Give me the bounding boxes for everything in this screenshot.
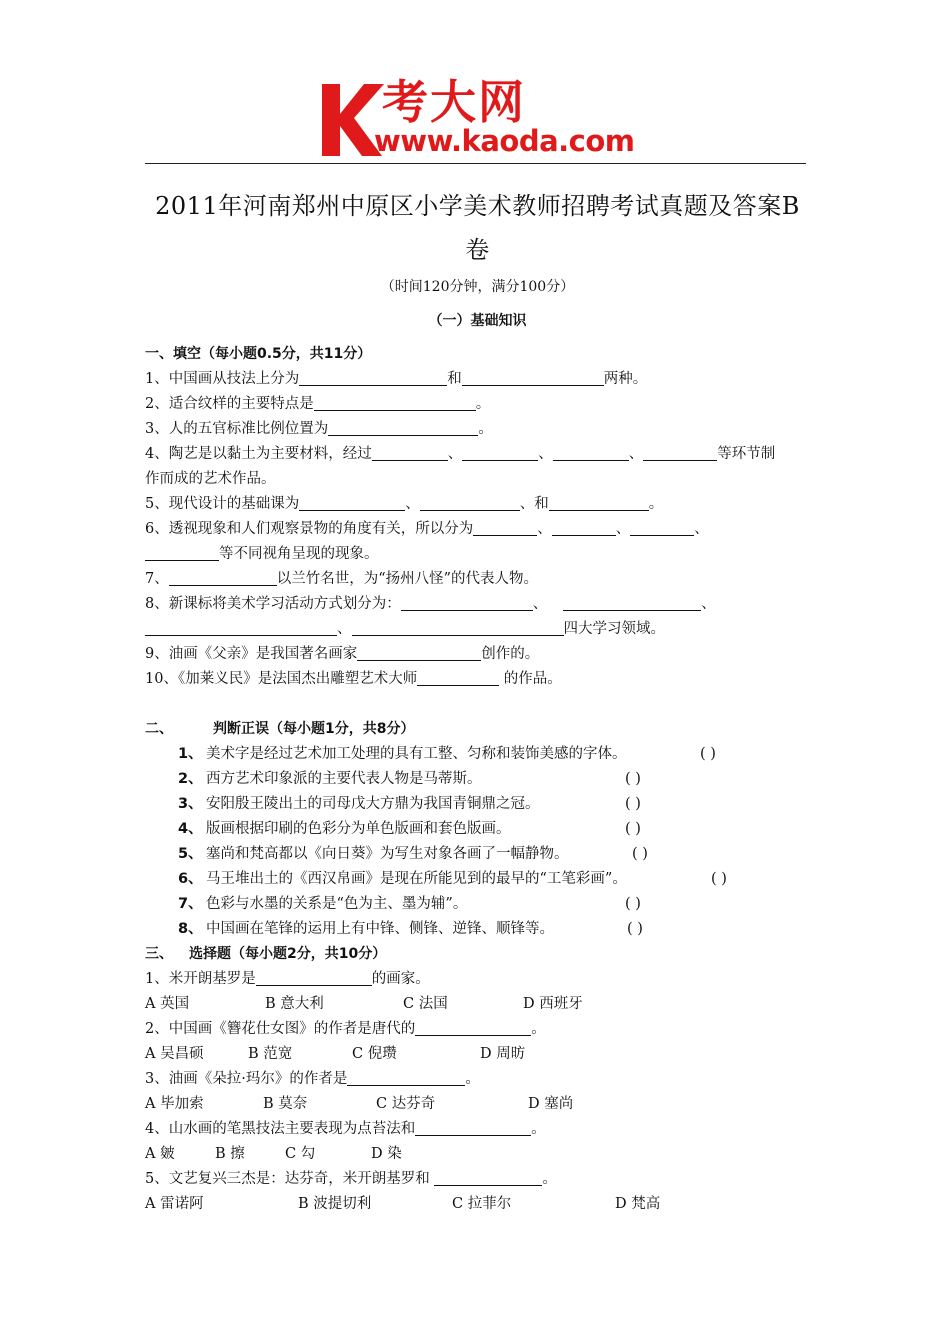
question-1-7: 7、 以兰竹名世，为“扬州八怪”的代表人物。 xyxy=(145,571,539,587)
logo-brand-text: 考大网 xyxy=(382,75,526,129)
logo-url-text: www.kaoda.com xyxy=(374,124,635,158)
answer-paren[interactable]: ( ) xyxy=(711,871,727,887)
judge-item-4: 4、 版画根据印刷的色彩分为单色版画和套色版画。 ( ) xyxy=(145,817,807,842)
option-d[interactable]: D 梵高 xyxy=(615,1196,661,1212)
judge-item-7: 7、 色彩与水墨的关系是“色为主、墨为辅”。 ( ) xyxy=(145,892,807,917)
answer-paren[interactable]: ( ) xyxy=(625,796,641,812)
answer-paren[interactable]: ( ) xyxy=(700,746,716,762)
answer-paren[interactable]: ( ) xyxy=(627,921,643,937)
answer-paren[interactable]: ( ) xyxy=(632,846,648,862)
answer-blank[interactable] xyxy=(256,969,372,986)
page-title: 2011年河南郑州中原区小学美术教师招聘考试真题及答案B 卷 xyxy=(155,192,800,264)
option-a[interactable]: A 英国 xyxy=(145,996,190,1012)
answer-paren[interactable]: ( ) xyxy=(625,896,641,912)
question-1-5: 5、现代设计的基础课为 、 、和 。 xyxy=(145,496,664,512)
answer-blank[interactable] xyxy=(401,594,533,611)
question-1-8: 8、新课标将美术学习活动方式划分为： 、 、 xyxy=(145,596,716,612)
choice-question-5: 5、文艺复兴三杰是：达芬奇，米开朗基罗和 。 xyxy=(145,1171,557,1187)
exam-duration: （时间120分钟，满分100分） xyxy=(380,279,575,295)
answer-blank[interactable] xyxy=(169,569,277,586)
question-1-3: 3、人的五官标准比例位置为 。 xyxy=(145,421,493,437)
option-c[interactable]: C 勾 xyxy=(285,1146,316,1162)
part-heading: （一）基础知识 xyxy=(428,313,527,329)
option-b[interactable]: B 范宽 xyxy=(248,1046,293,1062)
answer-blank[interactable] xyxy=(372,444,448,461)
option-c[interactable]: C 法国 xyxy=(403,996,448,1012)
judge-item-3: 3、 安阳殷王陵出土的司母戊大方鼎为我国青铜鼎之冠。 ( ) xyxy=(145,792,807,817)
answer-blank[interactable] xyxy=(549,494,649,511)
answer-paren[interactable]: ( ) xyxy=(625,821,641,837)
answer-blank[interactable] xyxy=(299,369,447,386)
answer-blank[interactable] xyxy=(630,519,694,536)
option-b[interactable]: B 波提切利 xyxy=(298,1196,372,1212)
section2-heading: 二、 判断正误（每小题1分，共8分） xyxy=(145,721,415,737)
answer-blank[interactable] xyxy=(462,369,604,386)
answer-blank[interactable] xyxy=(415,1019,531,1036)
answer-blank[interactable] xyxy=(553,444,629,461)
option-a[interactable]: A 毕加索 xyxy=(145,1096,204,1112)
option-c[interactable]: C 倪瓒 xyxy=(352,1046,397,1062)
answer-blank[interactable] xyxy=(299,494,405,511)
answer-blank[interactable] xyxy=(357,644,481,661)
question-1-8-cont: 、 四大学习领域。 xyxy=(145,617,807,642)
question-1-1: 1、中国画从技法上分为 和 两种。 xyxy=(145,371,648,387)
question-1-4: 4、陶艺是以黏土为主要材料，经过 、 、 、 等环节制 xyxy=(145,446,776,462)
judge-item-2: 2、 西方艺术印象派的主要代表人物是马蒂斯。 ( ) xyxy=(145,767,807,792)
answer-blank[interactable] xyxy=(643,444,717,461)
option-b[interactable]: B 擦 xyxy=(215,1146,245,1162)
question-1-9: 9、油画《父亲》是我国著名画家 创作的。 xyxy=(145,646,540,662)
answer-blank[interactable] xyxy=(473,519,537,536)
answer-blank[interactable] xyxy=(552,519,616,536)
answer-blank[interactable] xyxy=(434,1169,542,1186)
option-d[interactable]: D 染 xyxy=(371,1146,402,1162)
choice-question-1: 1、米开朗基罗是 的画家。 xyxy=(145,971,430,987)
option-d[interactable]: D 西班牙 xyxy=(523,996,583,1012)
kaoda-logo xyxy=(318,75,648,160)
answer-blank[interactable] xyxy=(314,394,476,411)
option-b[interactable]: B 莫奈 xyxy=(263,1096,308,1112)
section1-heading: 一、填空（每小题0.5分，共11分） xyxy=(145,346,372,362)
choice-question-2: 2、中国画《簪花仕女图》的作者是唐代的 。 xyxy=(145,1021,546,1037)
option-d[interactable]: D 塞尚 xyxy=(528,1096,574,1112)
answer-blank[interactable] xyxy=(145,619,337,636)
answer-blank[interactable] xyxy=(352,619,564,636)
answer-blank[interactable] xyxy=(417,669,499,686)
question-1-4-cont: 作而成的艺术作品。 xyxy=(145,471,276,487)
option-a[interactable]: A 吴昌硕 xyxy=(145,1046,204,1062)
answer-blank[interactable] xyxy=(563,594,701,611)
option-a[interactable]: A 皴 xyxy=(145,1146,175,1162)
judge-item-1: 1、 美术字是经过艺术加工处理的具有工整、匀称和装饰美感的字体。 ( ) xyxy=(145,742,807,767)
option-c[interactable]: C 达芬奇 xyxy=(376,1096,436,1112)
answer-paren[interactable]: ( ) xyxy=(625,771,641,787)
answer-blank[interactable] xyxy=(328,419,478,436)
option-c[interactable]: C 拉菲尔 xyxy=(452,1196,512,1212)
choice-options-1 xyxy=(145,992,807,1017)
section3-heading: 三、 选择题（每小题2分，共10分） xyxy=(145,946,387,962)
choice-options-5 xyxy=(145,1192,807,1217)
option-b[interactable]: B 意大利 xyxy=(265,996,324,1012)
choice-question-3: 3、油画《朵拉·玛尔》的作者是 。 xyxy=(145,1071,480,1087)
choice-options-2 xyxy=(145,1042,807,1067)
option-d[interactable]: D 周昉 xyxy=(480,1046,526,1062)
option-a[interactable]: A 雷诺阿 xyxy=(145,1196,204,1212)
question-1-2: 2、适合纹样的主要特点是 。 xyxy=(145,396,491,412)
answer-blank[interactable] xyxy=(145,544,219,561)
answer-blank[interactable] xyxy=(462,444,538,461)
answer-blank[interactable] xyxy=(347,1069,465,1086)
question-1-6: 6、透视现象和人们观察景物的角度有关，所以分为 、 、 、 xyxy=(145,521,709,537)
header-divider xyxy=(145,163,806,164)
question-1-10: 10、《加莱义民》是法国杰出雕塑艺术大师 的作品。 xyxy=(145,671,562,687)
answer-blank[interactable] xyxy=(420,494,520,511)
judge-item-6: 6、 马王堆出土的《西汉帛画》是现在所能见到的最早的“工笔彩画”。 ( ) xyxy=(145,867,807,892)
judge-item-8: 8、 中国画在笔锋的运用上有中锋、侧锋、逆锋、顺锋等。 ( ) xyxy=(145,917,807,942)
answer-blank[interactable] xyxy=(415,1119,531,1136)
exam-content xyxy=(145,342,807,1217)
question-1-6-cont: 等不同视角呈现的现象。 xyxy=(145,542,807,567)
judge-item-5: 5、 塞尚和梵高都以《向日葵》为写生对象各画了一幅静物。 ( ) xyxy=(145,842,807,867)
choice-question-4: 4、山水画的笔黑技法主要表现为点苔法和 。 xyxy=(145,1121,546,1137)
choice-options-3 xyxy=(145,1092,807,1117)
choice-options-4 xyxy=(145,1142,807,1167)
